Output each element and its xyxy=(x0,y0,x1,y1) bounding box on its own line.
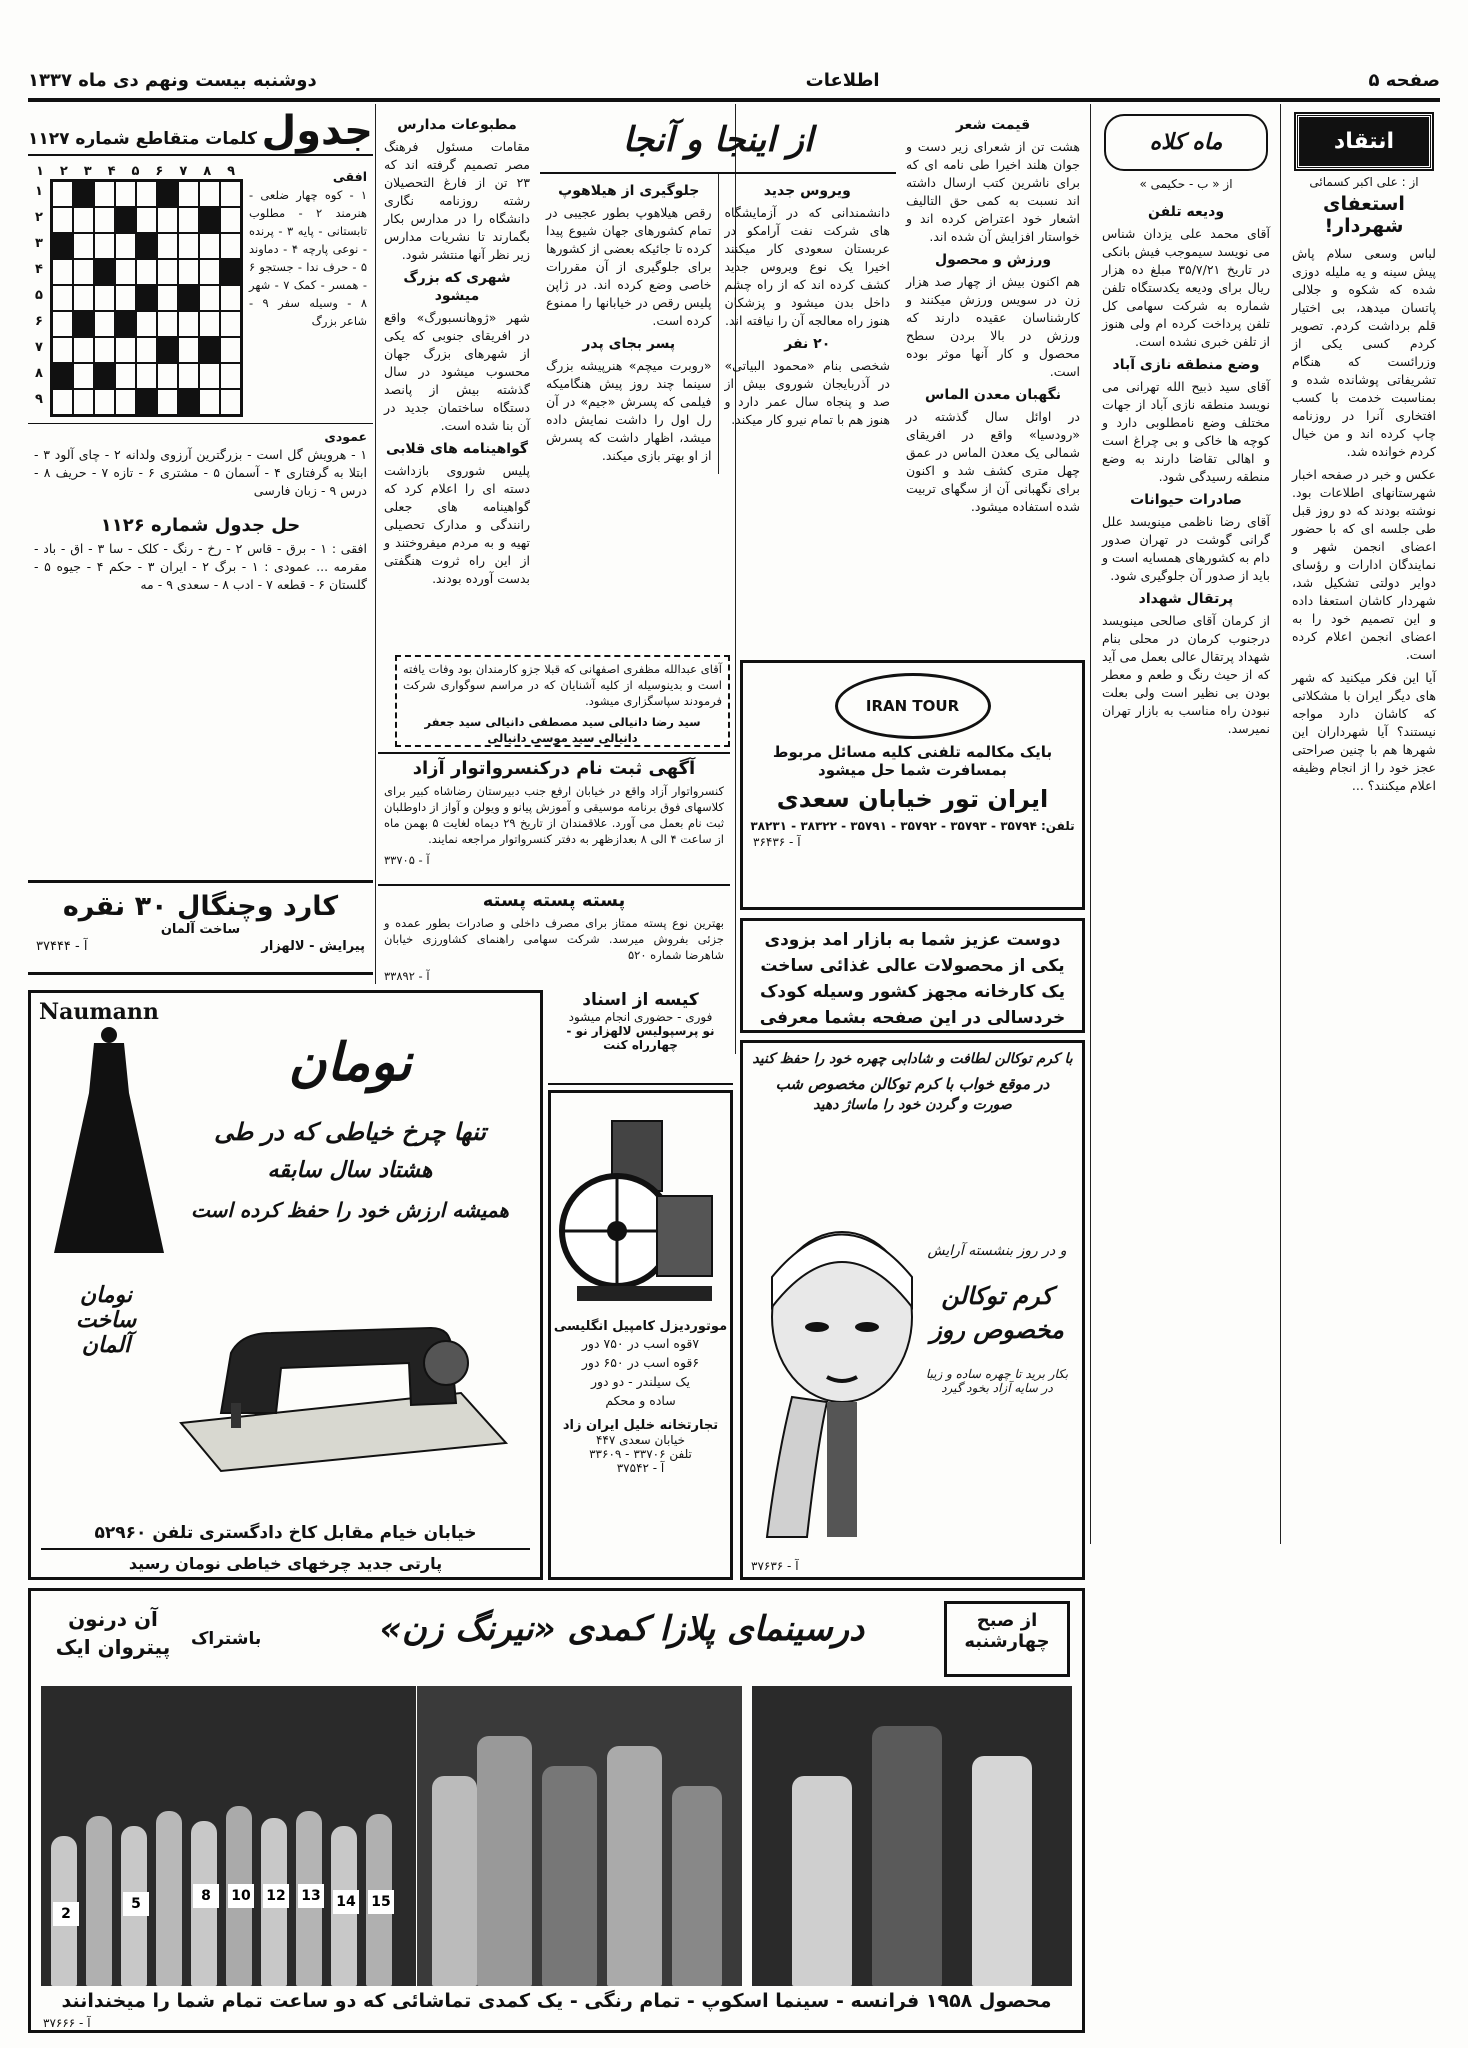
crossword-cell[interactable] xyxy=(52,337,73,363)
contestant-number: 12 xyxy=(263,1884,289,1908)
column-number: ۸ xyxy=(203,164,212,179)
news-text: هم اکنون بیش از چهار صد هزار زن در سویس ورزش میکنند و کارشناسان عقیده دارند که ورزش در بالا بردن سطح محصول و کار آنها موثر بوده است. xyxy=(906,274,1080,379)
crossword-cell[interactable] xyxy=(94,181,115,207)
teaser-ad xyxy=(740,918,1085,1033)
cutlery-sub: ساخت آلمان xyxy=(160,922,241,937)
crossword-cell[interactable] xyxy=(199,285,220,311)
crossword-black-cell xyxy=(73,311,94,337)
crossword-cell[interactable] xyxy=(220,337,241,363)
condolence-names: سید رضا دانیالی سید مصطفی دانیالی سید جعفر دانیالی سید موسی دانیالی xyxy=(424,715,701,745)
row-number: ۱ xyxy=(34,184,43,199)
contestant-number: 13 xyxy=(298,1884,324,1908)
news-title: شهری که بزرگ میشود xyxy=(403,270,511,304)
crossword-cell[interactable] xyxy=(220,207,241,233)
naumann-brand-latin: Naumann xyxy=(39,999,159,1025)
crossword-cell[interactable] xyxy=(157,259,178,285)
iran-tour-phones: تلفن: ۳۵۷۹۴ - ۳۵۷۹۳ - ۳۵۷۹۲ - ۳۵۷۹۱ - ۳۸۳۲۲ - ۳۸۲۳۱ xyxy=(750,819,1075,833)
crossword-cell[interactable] xyxy=(94,389,115,415)
cinema-stars: آن درنون پیتروان ایک xyxy=(55,1607,171,1659)
row-number: ۳ xyxy=(34,236,43,251)
crossword-black-cell xyxy=(136,389,157,415)
column-divider xyxy=(375,104,376,984)
letters-column xyxy=(1096,108,1276,2038)
crossword-cell[interactable] xyxy=(199,259,220,285)
ad-code: آ - ۳۷۵۴۲ xyxy=(616,1461,665,1475)
spec: ساده و محکم xyxy=(605,1393,676,1408)
enteghad-logo: انتقاد xyxy=(1296,114,1432,169)
motor-dealer: تجارتخانه خلیل ایران زاد xyxy=(562,1418,719,1433)
crossword-black-cell xyxy=(52,363,73,389)
item-title: ودیعه تلفن xyxy=(1147,204,1225,220)
news-text: مقامات مسئول فرهنگ مصر تصمیم گرفته اند که ۲۳ تن از فارغ التحصیلان رشته روزنامه نگاری دانشگاه را در مدارس بکار بگمارند تا نشریات مدارس زیر نظر آنها منتشر شود. xyxy=(384,139,530,262)
az-inja-col xyxy=(719,174,897,474)
crossword-cell[interactable] xyxy=(52,311,73,337)
crossword-cell[interactable] xyxy=(94,233,115,259)
cinema-title: درسینمای پلازا کمدی «نیرنگ زن» xyxy=(379,1609,865,1649)
engine-illustration xyxy=(559,1101,722,1311)
crossword-cell[interactable] xyxy=(157,207,178,233)
ad-code: آ - ۳۷۴۴۴ xyxy=(36,939,88,954)
crossword-black-cell xyxy=(220,259,241,285)
news-title: گواهینامه های قلابی xyxy=(385,441,529,457)
cream-ad xyxy=(740,1040,1085,1580)
movie-still-center xyxy=(417,1686,742,1986)
crossword-cell[interactable] xyxy=(73,363,94,389)
crossword-cell[interactable] xyxy=(199,311,220,337)
spec: ۶قوه اسب در ۶۵۰ دور xyxy=(581,1355,700,1370)
crossword-cell[interactable] xyxy=(52,389,73,415)
crossword-cell[interactable] xyxy=(52,285,73,311)
page-header xyxy=(28,62,1440,102)
crossword-cell[interactable] xyxy=(220,363,241,389)
news-text: دانشمندانی که در آزمایشگاه های شرکت نفت آرامکو در عربستان سعودی کار میکنند اخیرا یک نوع ویروس جدید کشف کرده اند که از راه چشم داخل بدن میشود و پزشکان هنوز راه معالجه آن را نیافته اند. xyxy=(724,205,890,328)
crossword-black-cell xyxy=(73,181,94,207)
crossword-black-cell xyxy=(94,363,115,389)
clue-label: عمودی xyxy=(324,429,367,444)
column-number: ۹ xyxy=(227,164,236,179)
news-text: شهر «ژوهانسبورگ» واقع در افریقای جنوبی که یکی از شهرهای بزرگ جهان محسوب میشود در سال گذشته بیش از پانصد دستگاه ساختمان جدید در آن بنا شده است. xyxy=(384,310,530,433)
crossword-cell[interactable] xyxy=(178,233,199,259)
crossword-cell[interactable] xyxy=(52,181,73,207)
letters-body xyxy=(1096,195,1276,747)
documents-address: نو پرسپولیس لالهزار نو - چهارراه کنت xyxy=(566,1024,715,1052)
contestant-number: 5 xyxy=(123,1892,149,1916)
motor-ad xyxy=(548,1090,733,1580)
crossword-cell[interactable] xyxy=(73,207,94,233)
naumann-side: نومان ساخت آلمان xyxy=(75,1283,137,1358)
crossword-cell[interactable] xyxy=(115,233,136,259)
iran-tour-tagline: بایک مکالمه تلفنی کلیه مسائل مربوط بمسافرت شما حل میشود xyxy=(772,743,1053,779)
az-inja-section xyxy=(540,108,896,648)
pistachio-text: بهترین نوع پسته ممتاز برای مصرف داخلی و صادرات بطور عمده و جزئی بفروش میرسد. شرکت سهامی راهنمای کشاورزی خیابان شاهرضا شماره ۵۲۰ xyxy=(384,916,724,962)
conservatory-notice xyxy=(378,752,730,882)
paper-name: اطلاعات xyxy=(805,69,880,91)
conservatory-title: آگهی ثبت نام درکنسرواتوار آزاد xyxy=(412,758,696,779)
row-number: ۸ xyxy=(34,366,43,381)
paragraph: عکس و خبر در صفحه اخبار شهرستانهای اطلاعات بود. نوشته بودند که دو روز قبل طی جلسه ای که با حضور اعضای انجمن شهر و نمایندگان ادارات و رؤسای دوایر دولتی تشکیل شد، شهردار کاشان استعفا داده و این تصمیم خود را به اعضای انجمن اعلام کرده است. xyxy=(1292,467,1436,662)
crossword-cell[interactable] xyxy=(115,285,136,311)
crossword-title: جدول xyxy=(261,108,373,154)
news-title: قیمت شعر xyxy=(955,117,1031,133)
cream-brand: کرم توکالن مخصوص روز xyxy=(930,1282,1064,1344)
cream-headline: با کرم توکالن لطافت و شادابی چهره خود را حفظ کنید xyxy=(752,1051,1073,1067)
crossword-cell[interactable] xyxy=(94,311,115,337)
crossword-black-cell xyxy=(157,337,178,363)
crossword-grid-wrap xyxy=(28,164,243,417)
ad-code: آ - ۳۳۷۰۵ xyxy=(384,853,430,867)
row-numbers xyxy=(28,179,50,417)
item-title: پرتقال شهداد xyxy=(1138,591,1234,607)
answer-title: حل جدول شماره ۱۱۲۶ xyxy=(100,515,301,536)
news-title: ورزش و محصول xyxy=(934,252,1052,268)
column-number: ۶ xyxy=(155,164,164,179)
crossword-cell[interactable] xyxy=(73,389,94,415)
crossword-cell[interactable] xyxy=(157,389,178,415)
cream-line: در موقع خواب با کرم توکالن مخصوص شب xyxy=(775,1075,1050,1093)
pistachio-title: پسته پسته پسته xyxy=(482,890,626,911)
ad-code: آ - ۳۶۴۳۶ xyxy=(753,835,801,849)
column-number: ۲ xyxy=(59,164,68,179)
paragraph: لباس وسعی سلام پاش پیش سینه و یه ملیله دوزی شده که شکوه و جلالی پاتسان میدهد، بی اختیار قلم برداشت کردم. تصویر کردم کسی یکی از وزرائست که هنگام تشریفاتی پوشانده شده و بمناسبت خدمت با کسب افتخاری آنرا در روزنامه چاپ کرده اند و من خیال کردم خوانده شد. xyxy=(1292,246,1436,459)
naumann-line: هشتاد سال سابقه xyxy=(267,1158,433,1183)
item-text: از کرمان آقای صالحی مینویسد درجنوب کرمان در محلی بنام شهداد پرتقال عالی بعمل می آید که از حیث رنگ و طعم و معطر بودن بی نظیر است ولی بعلت نبودن راه مناسب به بازار تهران نمیرسد. xyxy=(1102,613,1270,736)
crossword-black-cell xyxy=(136,285,157,311)
crossword-cell[interactable] xyxy=(178,181,199,207)
conservatory-text: کنسرواتوار آزاد واقع در خیابان ارفع جنب دبیرستان رضاشاه کبیر برای کلاسهای فوق برنامه موسیقی و آموزش پیانو و ویولن و آواز از داوطلبان ثبت نام بعمل می آورد. علاقمندان از تاریخ ۲۹ دیماه لغایت ۵ بهمن ماه از ساعت ۴ الی ۸ بعدازظهر به دفتر کنسرواتوار مراجعه نمایند. xyxy=(384,784,725,846)
news-text: شخصی بنام «محمود البیاتی» در آذربایجان شوروی بیش از صد و پنجاه سال عمر دارد و هنوز هم با تمام نیرو کار میکند. xyxy=(724,358,890,427)
letters-byline: از « ب - حکیمی » xyxy=(1139,177,1233,191)
woman-portrait xyxy=(747,1197,922,1547)
cream-line: صورت و گردن خود را ماساژ دهید xyxy=(813,1097,1012,1113)
iran-tour-name: ایران تور خیابان سعدی xyxy=(776,785,1049,813)
sewing-machine-illustration xyxy=(171,1293,511,1473)
motor-phone: تلفن ۳۳۷۰۶ - ۳۳۶۰۹ xyxy=(589,1447,692,1461)
crossword-cell[interactable] xyxy=(157,233,178,259)
news-title: جلوگیری از هیلاهوپ xyxy=(558,183,700,199)
crossword-cell[interactable] xyxy=(157,311,178,337)
column-number: ۱ xyxy=(35,164,44,179)
az-inja-logo: از اینجا و آنجا xyxy=(540,108,896,174)
news-title: پسر بجای پدر xyxy=(582,336,676,352)
ad-code: آ - ۳۷۶۶۶ xyxy=(43,2016,91,2030)
column-number: ۳ xyxy=(83,164,92,179)
column-number: ۴ xyxy=(107,164,116,179)
badge-line: چهارشنبه xyxy=(964,1631,1050,1652)
crossword-cell[interactable] xyxy=(136,311,157,337)
row-number: ۹ xyxy=(34,392,43,407)
naumann-ad xyxy=(28,990,543,1580)
contestant-number: 14 xyxy=(333,1890,359,1914)
documents-title: کیسه از اسناد xyxy=(582,990,699,1010)
news-title: نگهبان معدن الماس xyxy=(925,387,1061,403)
news-text: «روبرت میچم» هنرپیشه بزرگ سینما چند روز پیش هنگامیکه فیلمی که پسرش «جیم» در آن رل اول را داشت نمایش داده میشد، اظهار داشت که پسرش از او بهتر بازی میکند. xyxy=(546,358,712,463)
iran-tour-logo-text: IRAN TOUR xyxy=(865,697,960,715)
contestant-number: 2 xyxy=(53,1902,79,1926)
crossword-cell[interactable] xyxy=(220,311,241,337)
crossword-black-cell xyxy=(178,285,199,311)
iran-tour-ad xyxy=(740,660,1085,910)
crossword-black-cell xyxy=(157,181,178,207)
enteghad-headline: استعفای شهردار! xyxy=(1323,193,1405,237)
column-number: ۷ xyxy=(179,164,188,179)
movie-still-left xyxy=(41,1686,416,1986)
news-title: ۲۰ نفر xyxy=(784,336,831,352)
motor-title: موتوردیزل کامپیل انگلیسی xyxy=(553,1319,728,1334)
cinema-partner: باشتراک xyxy=(191,1629,262,1649)
crossword-cell[interactable] xyxy=(73,337,94,363)
naumann-line: تنها چرخ خیاطی که در طی xyxy=(214,1118,486,1146)
condolence-text: آقای عبدالله مظفری اصفهانی که قبلا جزو کارمندان بود وفات یافته است و بدینوسیله از کلیه آشنایان که در مراسم سوگواری شرکت فرمودند سپاسگزاری میشود. xyxy=(403,662,722,708)
letters-logo: ماه کلاه xyxy=(1104,114,1268,171)
crossword-cell[interactable] xyxy=(52,207,73,233)
movie-still-right xyxy=(752,1686,1072,1986)
crossword-cell[interactable] xyxy=(94,207,115,233)
naumann-address: خیابان خیام مقابل کاخ دادگستری تلفن ۵۲۹۶۰ xyxy=(94,1523,477,1543)
crossword-black-cell xyxy=(115,207,136,233)
crossword-cell[interactable] xyxy=(136,207,157,233)
teaser-text: دوست عزیز شما به بازار امد بزودی یکی از محصولات عالی غذائی ساخت یک کارخانه مجهز کشور وسیله کودک خردسالی در این صفحه بشما معرفی xyxy=(759,930,1066,1028)
clue-label: افقی xyxy=(332,169,367,184)
row-number: ۴ xyxy=(34,262,43,277)
item-title: وضع منطقه نازی آباد xyxy=(1112,357,1260,373)
cutlery-title: کارد وچنگال ۳۰ نقره xyxy=(62,891,339,922)
cutlery-store: پیرایش - لالهزار xyxy=(261,939,365,954)
crossword-cell[interactable] xyxy=(115,259,136,285)
dress-illustration xyxy=(49,1023,169,1263)
az-inja-col xyxy=(540,174,719,474)
contestant-number: 8 xyxy=(193,1884,219,1908)
crossword-cell[interactable] xyxy=(115,181,136,207)
clue-text: ۱ - کوه چهار ضلعی - هنرمند ۲ - مطلوب تابستانی - پایه ۳ - پرنده - نوعی پارچه ۴ - دماوند ۵ - حرف ندا - جستجو ۶ - همسر - کمک ۷ - شهر ۸ - وسیله سفر ۹ - شاعر بزرگ xyxy=(249,188,367,328)
crossword-subtitle: کلمات متقاطع شماره ۱۱۲۷ xyxy=(28,129,257,149)
column-number: ۵ xyxy=(131,164,140,179)
documents-text: فوری - حضوری انجام میشود xyxy=(568,1010,713,1024)
crossword-black-cell xyxy=(136,233,157,259)
documents-ad xyxy=(548,990,733,1085)
enteghad-body xyxy=(1286,241,1442,804)
crossword-cell[interactable] xyxy=(115,337,136,363)
naumann-brand: نومان xyxy=(288,1033,412,1093)
enteghad-column xyxy=(1286,108,1442,2038)
row-number: ۶ xyxy=(34,314,43,329)
answer-text: افقی : ۱ - برق - قاس ۲ - رخ - رنگ - کلک - سا ۳ - اق - باد - مقرمه ... عمودی : ۱ - برگ ۲ - ایران ۳ - حکم ۴ - جیوه ۵ - گلستان ۶ - قطعه ۷ - ادب ۸ - سعدی ۹ - مه xyxy=(34,541,368,592)
crossword-cell[interactable] xyxy=(94,285,115,311)
crossword-cell[interactable] xyxy=(73,233,94,259)
news-text: هشت تن از شعرای زیر دست و جوان هلند اخیرا طی نامه ای که برای ناشرین کتب ارسال داشته اند نسبت به کمی حق التالیف اشعار خود اعتراض کرده اند و خواستار افزایش آن شده اند. xyxy=(906,139,1080,244)
showtime-badge xyxy=(944,1601,1070,1677)
crossword-cell[interactable] xyxy=(220,233,241,259)
column-numbers xyxy=(28,164,243,179)
crossword-cell[interactable] xyxy=(178,311,199,337)
crossword-cell[interactable] xyxy=(136,181,157,207)
news-title: ویروس جدید xyxy=(763,183,851,199)
crossword-cell[interactable] xyxy=(136,337,157,363)
crossword-cell[interactable] xyxy=(73,259,94,285)
news-text: رقص هیلاهوپ بطور عجیبی در تمام کشورهای جهان شیوع پیدا کرده تا جائیکه بعضی از کشورها برای جلوگیری از آن مقررات خاصی وضع کرده اند. در ژاپن پلیس رقص در خیابانها را ممنوع کرده است. xyxy=(546,205,712,328)
news-title: مطبوعات مدارس xyxy=(397,117,517,133)
crossword-cell[interactable] xyxy=(220,285,241,311)
foreign-news-column xyxy=(378,108,536,648)
crossword-grid[interactable] xyxy=(50,179,243,417)
cream-note: بکار برید تا چهره ساده و زیبا در سایه آزاد بخود گیرد xyxy=(925,1367,1069,1395)
crossword-cell[interactable] xyxy=(178,259,199,285)
naumann-footer: پارتی جدید چرخهای خیاطی نومان رسید xyxy=(41,1548,530,1573)
crossword-cell[interactable] xyxy=(136,259,157,285)
iran-tour-logo xyxy=(835,673,991,739)
paragraph: آیا این فکر میکنید که شهر های دیگر ایران با مشکلاتی که کاشان دارد مواجه نیستند؟ آیا شهرداران این شهرها هم با چنین صراحتی عجز خود را از انجام وظیفه اعلام میکنند؟ ... xyxy=(1292,670,1436,793)
crossword-cell[interactable] xyxy=(178,207,199,233)
crossword-cell[interactable] xyxy=(220,389,241,415)
motor-specs xyxy=(551,1334,730,1410)
contestant-number: 15 xyxy=(368,1890,394,1914)
row-number: ۷ xyxy=(34,340,43,355)
row-number: ۲ xyxy=(34,210,43,225)
short-news-column xyxy=(900,108,1086,648)
vertical-clues xyxy=(28,423,373,509)
ad-code: آ - ۳۷۶۳۶ xyxy=(751,1559,799,1573)
cinema-footer: محصول ۱۹۵۸ فرانسه - سینما اسکوپ - تمام رنگی - یک کمدی تماشائی که دو ساعت تمام شما را میخندانند xyxy=(61,1990,1052,2012)
crossword-section xyxy=(28,108,373,798)
item-title: صادرات حیوانات xyxy=(1130,492,1242,508)
crossword-black-cell xyxy=(52,233,73,259)
crossword-black-cell xyxy=(199,207,220,233)
crossword-cell[interactable] xyxy=(199,363,220,389)
item-text: آقای محمد علی یزدان شناس می نویسد سیموجب فیش بانکی در تاریخ ۳۵/۷/۲۱ مبلغ ده هزار ریال برای ودیعه یکدستگاه تلفن شماره به شرکت سهامی کل تلفن پرداخت کرده ام ولی هنوز از تلفن خبری نشده است. xyxy=(1102,226,1270,349)
crossword-cell[interactable] xyxy=(199,389,220,415)
spec: ۷قوه اسب در ۷۵۰ دور xyxy=(581,1336,700,1351)
crossword-cell[interactable] xyxy=(199,181,220,207)
crossword-cell[interactable] xyxy=(115,363,136,389)
contestant-number: 10 xyxy=(228,1884,254,1908)
condolence-notice xyxy=(395,655,730,747)
ad-code: آ - ۳۳۸۹۲ xyxy=(384,969,430,983)
item-text: آقای رضا ناظمی مینویسد علل گرانی گوشت در تهران صدور دام به کشورهای همسایه است و باید از صدور آن جلوگیری شود. xyxy=(1102,514,1270,583)
page-number: صفحه ۵ xyxy=(1368,69,1440,91)
news-text: پلیس شوروی بازداشت دسته ای را اعلام کرد که گواهینامه های جعلی رانندگی و مدارک تحصیلی تهیه و به مردم میفروختند و از این راه ثروت هنگفتی بدست آورده بودند. xyxy=(384,463,530,586)
cutlery-ad xyxy=(28,880,373,975)
crossword-cell[interactable] xyxy=(94,337,115,363)
clue-text: ۱ - هرویش گل است - بزرگترین آرزوی ولدانه ۲ - چای آلود ۳ - ابتلا به گرفتاری ۴ - آسمان ۵ - مشتری ۶ - تازه ۷ - حریف ۸ - درس ۹ - زبان فارسی xyxy=(34,447,368,498)
crossword-cell[interactable] xyxy=(178,337,199,363)
horizontal-clues xyxy=(243,164,373,417)
naumann-line: همیشه ارزش خود را حفظ کرده است xyxy=(191,1198,509,1222)
crossword-cell[interactable] xyxy=(157,363,178,389)
cinema-ad xyxy=(28,1588,1085,2033)
crossword-black-cell xyxy=(199,337,220,363)
enteghad-author: از : علی اکبر کسمائی xyxy=(1309,175,1419,189)
crossword-cell[interactable] xyxy=(220,181,241,207)
cream-line: و در روز بنشسته آرایش xyxy=(927,1243,1067,1259)
crossword-cell[interactable] xyxy=(115,389,136,415)
news-text: در اوائل سال گذشته در «رودسیا» واقع در افریقای شمالی یک معدن الماس در عمق چهل متری کشف شد و اکنون برای نگهبانی آن از سگهای تربیت شده استفاده میشود. xyxy=(906,409,1080,514)
crossword-cell[interactable] xyxy=(157,285,178,311)
crossword-black-cell xyxy=(94,259,115,285)
row-number: ۵ xyxy=(34,288,43,303)
badge-line: از صبح xyxy=(976,1610,1038,1631)
motor-address: خیابان سعدی ۴۴۷ xyxy=(595,1433,685,1447)
crossword-black-cell xyxy=(178,389,199,415)
column-divider xyxy=(1090,104,1091,1544)
crossword-cell[interactable] xyxy=(52,259,73,285)
crossword-cell[interactable] xyxy=(136,363,157,389)
crossword-cell[interactable] xyxy=(178,363,199,389)
column-divider xyxy=(1280,104,1281,1544)
crossword-black-cell xyxy=(115,311,136,337)
spec: یک سیلندر - دو دور xyxy=(590,1374,691,1389)
crossword-cell[interactable] xyxy=(199,233,220,259)
item-text: آقای سید ذبیح الله تهرانی می نویسد منطقه نازی آباد از جهات مختلف وضع نامطلوبی دارد و کوچه ها خاکی و بی چراغ است و اهالی تقاضا دارند به وضع منطقه رسیدگی شود. xyxy=(1102,379,1270,484)
crossword-cell[interactable] xyxy=(73,285,94,311)
issue-date: دوشنبه بیست ونهم دی ماه ۱۳۳۷ xyxy=(28,69,317,91)
pistachio-ad xyxy=(378,884,730,984)
